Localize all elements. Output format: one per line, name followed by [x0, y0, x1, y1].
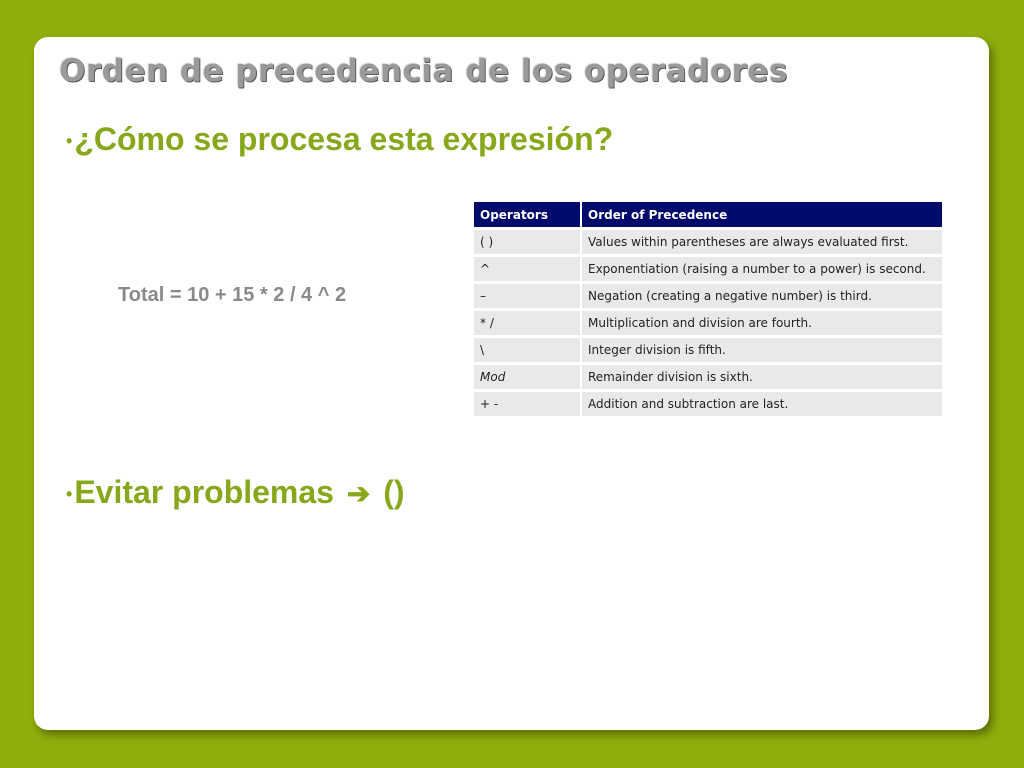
table-row — [474, 229, 943, 256]
description-cell: Addition and subtraction are last. — [581, 391, 943, 417]
header-operators: Operators — [474, 202, 581, 229]
operator-cell: + - — [474, 391, 581, 417]
expression-text: Total = 10 + 15 * 2 / 4 ^ 2 — [118, 284, 347, 306]
operator-cell: ( ) — [474, 229, 581, 256]
arrow-right-icon: ➔ — [346, 478, 371, 509]
operator-cell: * / — [474, 310, 581, 337]
bullet-question — [66, 121, 613, 158]
parentheses-text: () — [383, 474, 405, 510]
operator-cell: Mod — [474, 364, 581, 391]
table-row — [474, 283, 943, 310]
bullet-avoid-problems-text: Evitar problemas — [74, 474, 334, 510]
operator-cell: – — [474, 283, 581, 310]
bullet-question-text: ¿Cómo se procesa esta expresión? — [74, 121, 614, 157]
description-cell: Negation (creating a negative number) is third. — [581, 283, 943, 310]
slide-card — [34, 37, 989, 730]
table-row — [474, 337, 943, 364]
description-cell: Remainder division is sixth. — [581, 364, 943, 391]
description-cell: Exponentiation (raising a number to a power) is second. — [581, 256, 943, 283]
operator-cell: ^ — [474, 256, 581, 283]
slide-title: Orden de precedencia de los operadores — [59, 53, 788, 89]
description-cell: Values within parentheses are always evaluated first. — [581, 229, 943, 256]
description-cell: Multiplication and division are fourth. — [581, 310, 943, 337]
header-order-of-precedence: Order of Precedence — [581, 202, 943, 229]
bullet-dot: • — [66, 484, 73, 505]
precedence-table — [474, 202, 944, 416]
table-row — [474, 391, 943, 417]
table-row — [474, 364, 943, 391]
bullet-avoid-problems — [66, 474, 405, 511]
description-cell: Integer division is fifth. — [581, 337, 943, 364]
table-row — [474, 310, 943, 337]
table-row — [474, 256, 943, 283]
bullet-dot: • — [66, 131, 73, 152]
table-header-row — [474, 202, 943, 229]
operator-cell: \ — [474, 337, 581, 364]
